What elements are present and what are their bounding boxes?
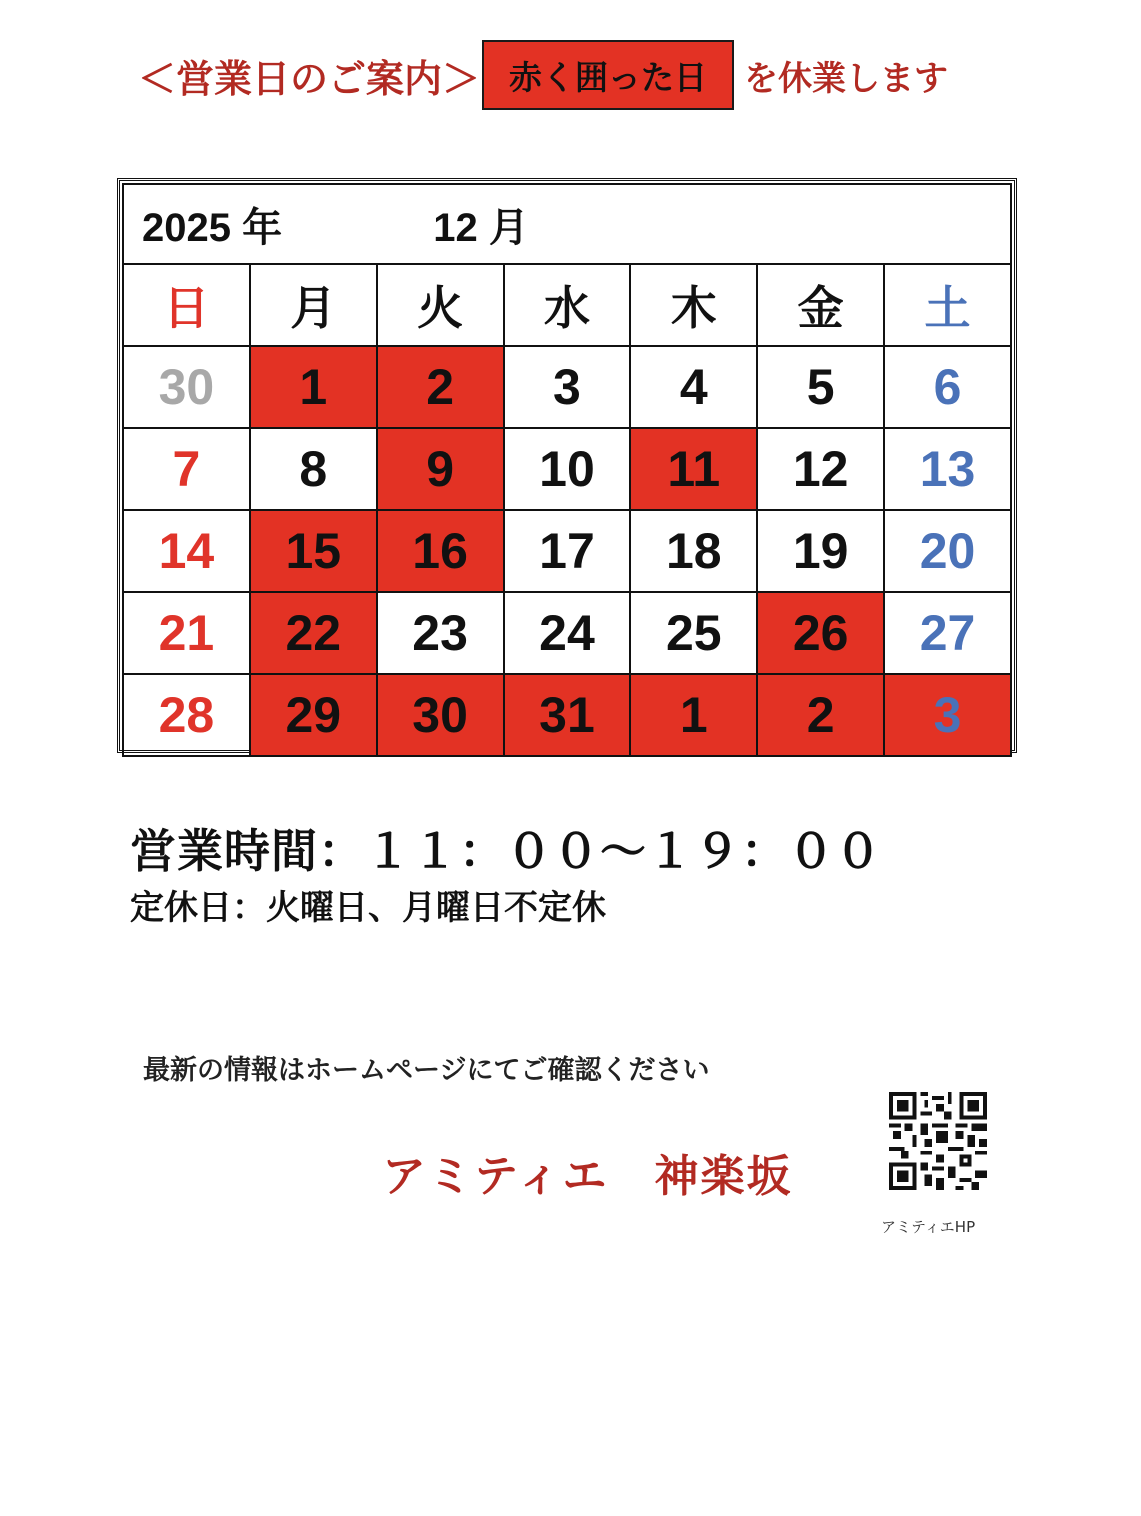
weekday-cell: 月 — [250, 264, 377, 346]
closed-day-cell: 11 — [630, 428, 757, 510]
day-cell: 25 — [630, 592, 757, 674]
day-cell: 27 — [884, 592, 1011, 674]
calendar-week-row — [123, 428, 1011, 510]
day-cell: 18 — [630, 510, 757, 592]
closed-day-cell: 31 — [504, 674, 631, 756]
calendar — [117, 178, 1017, 753]
closed-day-cell: 3 — [884, 674, 1011, 756]
weekday-cell: 木 — [630, 264, 757, 346]
calendar-week-row — [123, 592, 1011, 674]
day-cell: 4 — [630, 346, 757, 428]
weekday-header-row — [123, 264, 1011, 346]
closed-day-cell: 1 — [630, 674, 757, 756]
calendar-month-cell — [123, 184, 1011, 264]
day-cell: 3 — [504, 346, 631, 428]
closed-day-cell: 9 — [377, 428, 504, 510]
weekday-cell: 火 — [377, 264, 504, 346]
closed-day-cell: 2 — [757, 674, 884, 756]
day-cell: 7 — [123, 428, 250, 510]
calendar-month: 12 月 — [433, 205, 529, 250]
day-cell: 20 — [884, 510, 1011, 592]
weekday-cell: 水 — [504, 264, 631, 346]
day-cell: 30 — [123, 346, 250, 428]
weekday-cell: 日 — [123, 264, 250, 346]
day-cell: 24 — [504, 592, 631, 674]
regular-holiday: 定休日：火曜日、月曜日不定休 — [130, 888, 606, 928]
day-cell: 14 — [123, 510, 250, 592]
closed-day-cell: 1 — [250, 346, 377, 428]
header-title: ＜営業日のご案内＞ — [138, 56, 481, 101]
business-hours: 営業時間：１１：００～１９：００ — [130, 824, 882, 878]
qr-code-icon[interactable] — [888, 1092, 988, 1190]
closed-day-cell: 29 — [250, 674, 377, 756]
calendar-week-row — [123, 346, 1011, 428]
website-notice: 最新の情報はホームページにてご確認ください — [143, 1055, 710, 1086]
header — [138, 38, 998, 112]
day-cell: 13 — [884, 428, 1011, 510]
day-cell: 6 — [884, 346, 1011, 428]
closed-day-cell: 30 — [377, 674, 504, 756]
shop-name: アミティエ 神楽坂 — [382, 1151, 793, 1202]
day-cell: 28 — [123, 674, 250, 756]
calendar-week-row — [123, 510, 1011, 592]
closed-legend-box: 赤く囲った日 — [482, 40, 734, 110]
day-cell: 19 — [757, 510, 884, 592]
day-cell: 10 — [504, 428, 631, 510]
day-cell: 12 — [757, 428, 884, 510]
calendar-grid — [122, 183, 1012, 757]
header-tail: を休業します — [744, 58, 949, 99]
closed-day-cell: 22 — [250, 592, 377, 674]
closed-day-cell: 16 — [377, 510, 504, 592]
calendar-year: 2025 年 — [142, 205, 283, 250]
day-cell: 17 — [504, 510, 631, 592]
closed-day-cell: 2 — [377, 346, 504, 428]
day-cell: 23 — [377, 592, 504, 674]
calendar-week-row — [123, 674, 1011, 756]
weekday-cell: 金 — [757, 264, 884, 346]
weekday-cell: 土 — [884, 264, 1011, 346]
closed-day-cell: 15 — [250, 510, 377, 592]
closed-day-cell: 26 — [757, 592, 884, 674]
day-cell: 5 — [757, 346, 884, 428]
qr-caption: アミティエHP — [881, 1218, 976, 1236]
calendar-month-row — [123, 184, 1011, 264]
day-cell: 21 — [123, 592, 250, 674]
day-cell: 8 — [250, 428, 377, 510]
